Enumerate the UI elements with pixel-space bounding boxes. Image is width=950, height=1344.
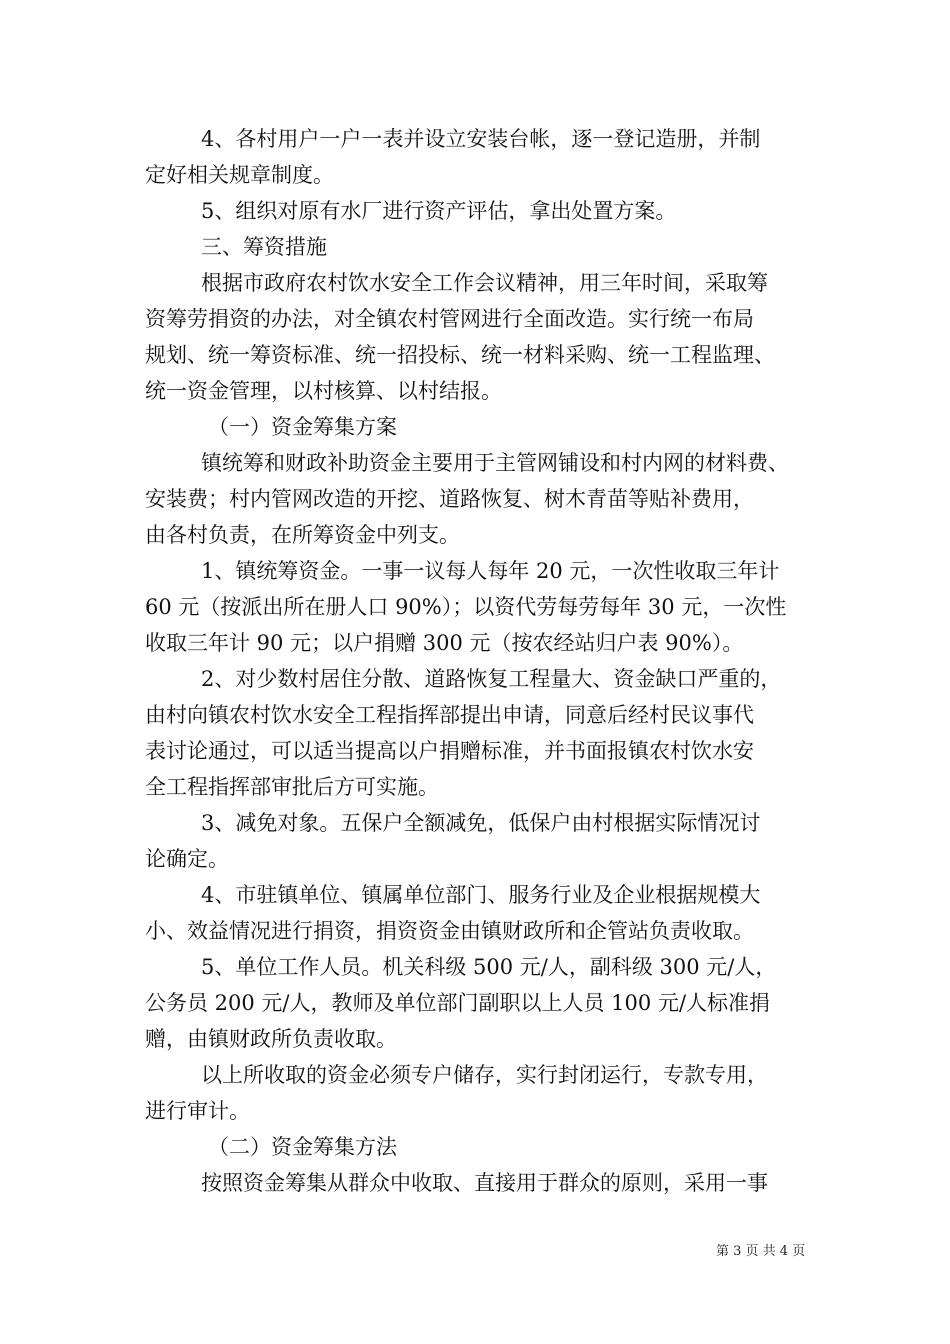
text-line: 定好相关规章制度。: [145, 163, 334, 187]
text-line: 小、效益情况进行捐资，捐资资金由镇财政所和企管站负责收取。: [145, 919, 754, 943]
text-line: 4、各村用户一户一表并设立安装台帐，逐一登记造册，并制: [201, 127, 761, 151]
text-line: 5、组织对原有水厂进行资产评估，拿出处置方案。: [201, 199, 677, 223]
text-line: 表讨论通过，可以适当提高以户捐赠标准，并书面报镇农村饮水安: [145, 739, 754, 763]
subsection-heading: （二）资金筹集方法: [208, 1135, 397, 1159]
text-line: 2、对少数村居住分散、道路恢复工程量大、资金缺口严重的，: [201, 667, 782, 691]
text-line: 规划、统一筹资标准、统一招投标、统一材料采购、统一工程监理、: [145, 343, 775, 367]
text-line: 全工程指挥部审批后方可实施。: [145, 775, 439, 799]
text-line: 60 元（按派出所在册人口 90%）；以资代劳每劳每年 30 元，一次性: [145, 595, 787, 619]
text-line: 由村向镇农村饮水安全工程指挥部提出申请，同意后经村民议事代: [145, 703, 754, 727]
text-line: 以上所收取的资金必须专户储存，实行封闭运行，专款专用，: [201, 1063, 768, 1087]
text-line: 进行审计。: [145, 1099, 250, 1123]
text-line: 安装费；村内管网改造的开挖、道路恢复、树木青苗等贴补费用，: [145, 487, 754, 511]
text-line: 按照资金筹集从群众中收取、直接用于群众的原则，采用一事: [201, 1171, 768, 1195]
text-line: 公务员 200 元/人，教师及单位部门副职以上人员 100 元/人标准捐: [145, 991, 771, 1015]
section-heading: 三、筹资措施: [201, 235, 327, 259]
text-line: 5、单位工作人员。机关科级 500 元/人，副科级 300 元/人，: [201, 955, 777, 979]
text-line: 赠，由镇财政所负责收取。: [145, 1027, 397, 1051]
text-line: 根据市政府农村饮水安全工作会议精神，用三年时间，采取筹: [201, 271, 768, 295]
text-line: 3、减免对象。五保户全额减免，低保户由村根据实际情况讨: [201, 811, 761, 835]
text-line: 1、镇统筹资金。一事一议每人每年 20 元，一次性收取三年计: [201, 559, 780, 583]
page-number-footer: 第 3 页 共 4 页: [716, 1244, 806, 1259]
text-line: 统一资金管理，以村核算、以村结报。: [145, 379, 502, 403]
text-line: 论确定。: [145, 847, 229, 871]
text-line: 由各村负责，在所筹资金中列支。: [145, 523, 460, 547]
text-line: 收取三年计 90 元；以户捐赠 300 元（按农经站归户表 90%）。: [145, 631, 744, 655]
text-line: 资筹劳捐资的办法，对全镇农村管网进行全面改造。实行统一布局: [145, 307, 754, 331]
text-line: 镇统筹和财政补助资金主要用于主管网铺设和村内网的材料费、: [201, 451, 789, 475]
subsection-heading: （一）资金筹集方案: [208, 415, 397, 439]
text-line: 4、市驻镇单位、镇属单位部门、服务行业及企业根据规模大: [201, 883, 761, 907]
